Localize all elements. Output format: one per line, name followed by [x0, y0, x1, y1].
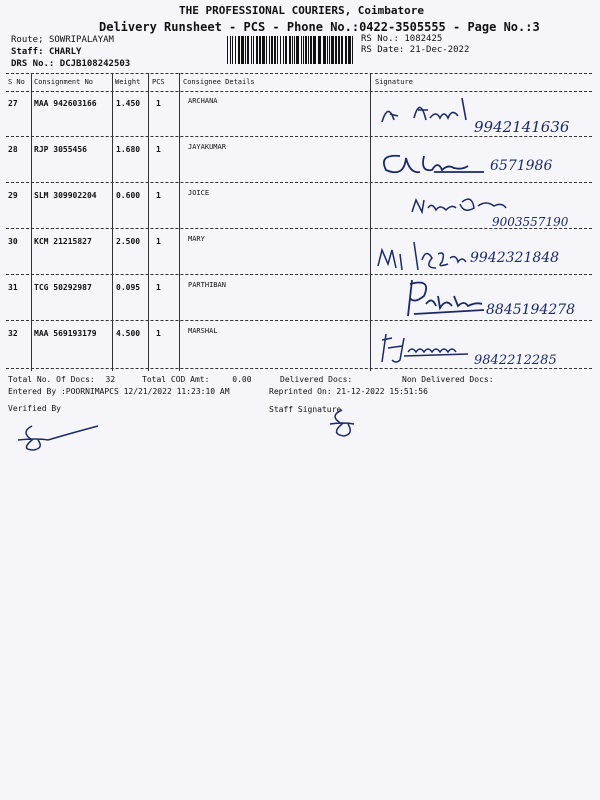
- sno-cell: 30: [8, 237, 18, 246]
- sno-cell: 32: [8, 329, 18, 338]
- cod-label: Total COD Amt:: [142, 375, 210, 384]
- barcode-bar: [251, 36, 252, 64]
- drs-value: DCJB108242503: [59, 59, 131, 69]
- barcode-bar: [341, 36, 343, 64]
- pcs-cell: 1: [156, 283, 161, 292]
- col-header-consignment: Consignment No: [34, 78, 94, 86]
- pcs-cell: 1: [156, 99, 161, 108]
- consignee-cell: JAYAKUMAR: [188, 143, 226, 151]
- table-row: [0, 184, 600, 228]
- drs-line: [11, 59, 130, 69]
- barcode-bar: [313, 36, 316, 64]
- signature-phone: 9842212285: [474, 353, 557, 366]
- barcode-bar: [245, 36, 246, 64]
- consignment-cell: MAA 569193179: [34, 329, 97, 338]
- consignment-cell: MAA 942603166: [34, 99, 97, 108]
- signature-cell: [374, 92, 594, 136]
- barcode: [227, 36, 355, 64]
- signature-phone: 9942141636: [474, 118, 570, 136]
- col-header-signature: Signature: [375, 78, 413, 86]
- barcode-bar: [256, 36, 258, 64]
- consignee-cell: JOICE: [188, 189, 210, 197]
- signature-cell: [374, 276, 594, 320]
- barcode-bar: [269, 36, 270, 64]
- signature-cell: [374, 138, 594, 182]
- consignee-cell: MARY: [188, 235, 205, 243]
- table-row: [0, 138, 600, 182]
- verifier-signature: [14, 418, 104, 452]
- barcode-bar: [259, 36, 261, 64]
- drs-label: DRS No.:: [11, 59, 55, 69]
- row-separator: [6, 136, 592, 137]
- pcs-cell: 1: [156, 329, 161, 338]
- barcode-bar: [280, 36, 281, 64]
- sno-cell: 29: [8, 191, 18, 200]
- barcode-bar: [338, 36, 340, 64]
- rs-no-label: RS No.:: [361, 34, 399, 44]
- consignee-cell: MARSHAL: [188, 327, 218, 335]
- route-label: Route;: [11, 35, 44, 45]
- barcode-bar: [305, 36, 307, 64]
- signature-phone: 6571986: [490, 158, 553, 174]
- signature-cell: [374, 184, 594, 228]
- barcode-bar: [241, 36, 244, 64]
- barcode-bar: [285, 36, 287, 64]
- pcs-cell: 1: [156, 145, 161, 154]
- barcode-bar: [227, 36, 228, 64]
- barcode-bar: [230, 36, 231, 64]
- barcode-bar: [253, 36, 254, 64]
- barcode-bar: [301, 36, 302, 64]
- barcode-bar: [318, 36, 321, 64]
- barcode-bar: [345, 36, 347, 64]
- barcode-bar: [327, 36, 328, 64]
- row-separator: [6, 274, 592, 275]
- table-row: [0, 322, 600, 366]
- rs-no-value: 1082425: [404, 34, 443, 44]
- table-top-rule: [6, 73, 592, 74]
- barcode-bar: [274, 36, 276, 64]
- row-separator: [6, 320, 592, 321]
- staff-signature-label: Staff Signature: [269, 405, 342, 414]
- weight-cell: 0.600: [116, 191, 141, 200]
- weight-cell: 4.500: [116, 329, 141, 338]
- barcode-bar: [277, 36, 278, 64]
- rs-no-line: [361, 34, 442, 44]
- staff-label: Staff:: [11, 47, 44, 57]
- signature-phone: 9942321848: [470, 250, 560, 266]
- consignment-cell: TCG 50292987: [34, 283, 92, 292]
- total-docs-label: Total No. Of Docs:: [8, 375, 95, 384]
- barcode-bar: [262, 36, 265, 64]
- barcode-bar: [310, 36, 312, 64]
- total-cod: [142, 375, 252, 384]
- weight-cell: 2.500: [116, 237, 141, 246]
- signature-phone: 8845194278: [486, 302, 576, 318]
- weight-cell: 1.450: [116, 99, 141, 108]
- row-separator: [6, 368, 592, 369]
- total-docs: [8, 375, 115, 384]
- runsheet-subtitle: Delivery Runsheet - PCS - Phone No.:0422-3505555 - Page No.:3: [99, 20, 540, 34]
- signature-cell: [374, 230, 594, 274]
- barcode-bar: [323, 36, 326, 64]
- barcode-bar: [232, 36, 233, 64]
- barcode-bar: [235, 36, 236, 64]
- verified-by: Verified By: [8, 404, 61, 413]
- barcode-bar: [303, 36, 304, 64]
- barcode-bar: [348, 36, 351, 64]
- table-row: [0, 92, 600, 136]
- rs-date-label: RS Date:: [361, 45, 405, 55]
- row-separator: [6, 228, 592, 229]
- consignment-cell: KCM 21215827: [34, 237, 92, 246]
- staff-signature: [320, 406, 360, 440]
- barcode-bar: [289, 36, 291, 64]
- barcode-bar: [308, 36, 309, 64]
- barcode-bar: [266, 36, 267, 64]
- staff-value: CHARLY: [48, 47, 82, 57]
- barcode-bar: [292, 36, 293, 64]
- table-row: [0, 230, 600, 274]
- signature-phone: 9003557190: [492, 215, 569, 228]
- route-line: [11, 35, 114, 45]
- reprinted-on: Reprinted On: 21-12-2022 15:51:56: [269, 387, 428, 396]
- barcode-bar: [331, 36, 334, 64]
- sno-cell: 27: [8, 99, 18, 108]
- barcode-bar: [329, 36, 330, 64]
- rs-date-line: [361, 45, 469, 55]
- table-row: [0, 276, 600, 320]
- sno-cell: 31: [8, 283, 18, 292]
- entered-by: Entered By :POORNIMAPCS 12/21/2022 11:23:10 AM: [8, 387, 230, 396]
- pcs-cell: 1: [156, 237, 161, 246]
- weight-cell: 1.680: [116, 145, 141, 154]
- barcode-bar: [352, 36, 353, 64]
- company-title: THE PROFESSIONAL COURIERS, Coimbatore: [179, 4, 425, 17]
- pcs-cell: 1: [156, 191, 161, 200]
- consignee-cell: ARCHANA: [188, 97, 218, 105]
- non-delivered-docs: Non Delivered Docs:: [402, 375, 494, 384]
- row-separator: [6, 182, 592, 183]
- route-value: SOWRIPALAYAM: [48, 35, 114, 45]
- barcode-bar: [238, 36, 240, 64]
- col-header-sno: S No: [8, 78, 25, 86]
- consignee-cell: PARTHIBAN: [188, 281, 226, 289]
- weight-cell: 0.095: [116, 283, 141, 292]
- barcode-bar: [294, 36, 295, 64]
- barcode-bar: [335, 36, 337, 64]
- col-header-pcs: PCS: [152, 78, 165, 86]
- consignment-cell: SLM 309902204: [34, 191, 97, 200]
- col-header-consignee: Consignee Details: [183, 78, 255, 86]
- barcode-bar: [247, 36, 249, 64]
- col-header-weight: Weight: [115, 78, 141, 86]
- consignment-cell: RJP 3055456: [34, 145, 87, 154]
- total-docs-value: 32: [105, 375, 116, 384]
- delivered-docs: Delivered Docs:: [280, 375, 353, 384]
- sno-cell: 28: [8, 145, 18, 154]
- barcode-bar: [296, 36, 299, 64]
- staff-line: [11, 47, 81, 57]
- barcode-bar: [271, 36, 273, 64]
- rs-date-value: 21-Dec-2022: [409, 45, 470, 55]
- signature-cell: [374, 322, 594, 366]
- cod-value: 0.00: [232, 375, 252, 384]
- barcode-bar: [283, 36, 284, 64]
